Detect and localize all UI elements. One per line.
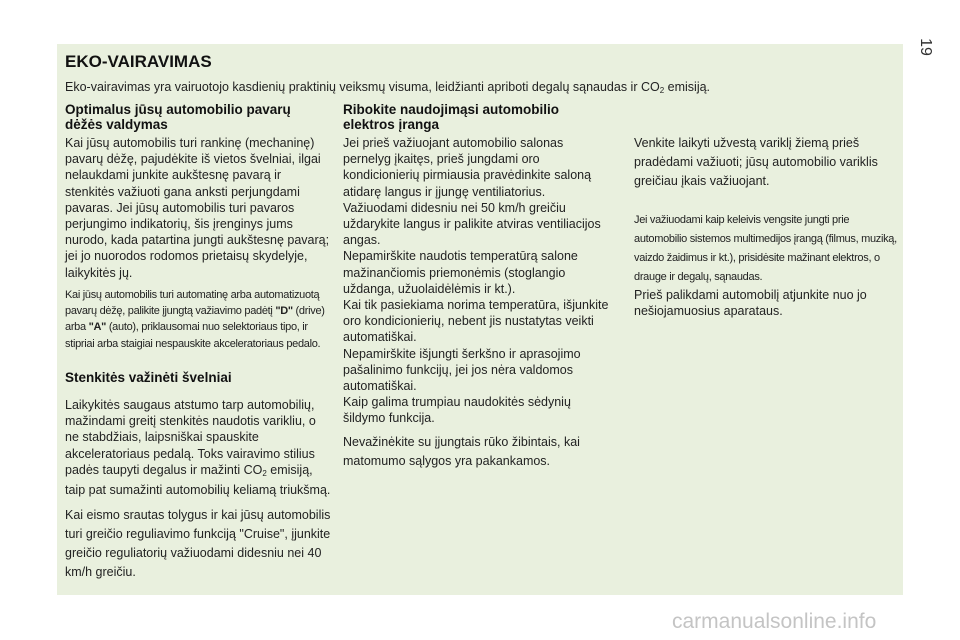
electrical-p1: Jei prieš važiuojant automobilio salonas pernelyg įkaitęs, prieš jungdami oro kondicionierių pirmiausia pravėdinkite saloną atidarę langus ir įjungę ventiliatorius. — [343, 136, 592, 199]
electrical-p5: Nepamirškite išjungti šerkšno ir aprasojimo pašalinimo funkcijų, jei jos nėra valdomos automatiškai. — [343, 346, 581, 394]
intro-sub: 2 — [659, 86, 665, 95]
intro-before: Eko-vairavimas yra vairuotojo kasdienių praktinių veiksmų visuma, leidžianti apriboti degalų sąnaudas ir CO — [65, 80, 660, 94]
smooth-p1-sub: 2 — [262, 468, 267, 478]
gearbox-body: Kai jūsų automobilis turi rankinę (mechaninę) pavarų dėžę, pajudėkite iš vietos švelniai, ilgai nelaukdami junkite aukštesnę pavarą ir stenkitės važiuoti gana anksti perjungdami pavaras. Jei jūsų automobilis turi pavaros perjungimo indikatorių, šis įrenginys jums nurodo, kada patartina jungti aukštesnę pavarą; jei jo nuorodos rodomos prietaisų skydelyje, laikykitės jų. — [65, 136, 330, 280]
electrical-p2: Važiuodami didesniu nei 50 km/h greičiu uždarykite langus ir palikite atviras ventiliacijos angas. — [343, 200, 601, 248]
intro-after: emisiją. — [664, 80, 711, 94]
smooth-p1-after: emisiją, taip pat sumažinti automobilių keliamą triukšmą. — [65, 462, 331, 498]
section-title: EKO-VAIRAVIMAS — [65, 52, 212, 71]
column-2 — [343, 102, 611, 471]
smooth-p2: Kai eismo srautas tolygus ir kai jūsų automobilis turi greičio reguliavimo funkciją "Cruise", įjunkite greičio reguliatorių važiuodami didesniu nei 40 km/h greičiu. — [65, 508, 331, 580]
smooth-p1 — [65, 397, 331, 498]
auto-mid: (drive) arba — [65, 305, 325, 334]
electrical-p4: Kai tik pasiekiama norima temperatūra, išjunkite oro kondicionierių, nebent jis nustatytas veikti automatiškai. — [343, 298, 609, 345]
electrical-p3: Nepamirškite naudotis temperatūrą salone mažinančiomis priemonėmis (stoglangio uždanga, užuolaidėlėmis ir kt.). — [343, 249, 578, 296]
smooth-heading: Stenkitės važinėti švelniai — [65, 370, 232, 386]
auto-d: "D" — [275, 305, 293, 318]
col3-p1: Venkite laikyti užvestą variklį žiemą prieš pradėdami važiuoti; jūsų automobilio variklis greičiau įkais važiuojant. — [634, 136, 878, 188]
column-1 — [65, 102, 331, 582]
electrical-p7: Nevažinėkite su įjungtais rūko žibintais, kai matomumo sąlygos yra pakankamos. — [343, 434, 580, 468]
auto-before: Kai jūsų automobilis turi automatinę arba automatizuotą pavarų dėžę, palikite įjungtą važiavimo padėtį — [65, 288, 320, 318]
gearbox-auto-note — [65, 287, 331, 352]
watermark: carmanualsonline.info — [672, 610, 877, 633]
electrical-p6: Kaip galima trumpiau naudokitės sėdynių šildymo funkcija. — [343, 395, 571, 426]
page-number: 19 — [916, 38, 934, 56]
auto-after: (auto), priklausomai nuo selektoriaus tipo, ir stipriai arba staigiai nespauskite akceleratoriaus pedalo. — [65, 321, 321, 350]
electrical-heading: Ribokite naudojimąsi automobilio elektros įranga — [343, 102, 560, 132]
gearbox-heading: Optimalus jūsų automobilio pavarų dėžės valdymas — [65, 102, 291, 132]
auto-a: "A" — [88, 321, 107, 334]
col3-p2: Jei važiuodami kaip keleivis vengsite jungti prie automobilio sistemos multimedijos įrangą (filmus, muziką, vaizdo žaidimus ir kt.), prisidėsite mažinant elektros, o drauge ir degalų, sąnaudas. — [634, 214, 897, 283]
intro-text — [65, 80, 895, 95]
eco-driving-panel — [57, 44, 903, 595]
smooth-p1-before: Laikykitės saugaus atstumo tarp automobilių, mažindami greitį stenkitės naudotis varikliu, o ne stabdžiais, laipsniškai spauskite akceleratoriaus pedalą. Toks vairavimo stilius padės taupyti degalus ir mažinti CO — [65, 398, 316, 477]
col3-p3: Prieš palikdami automobilį atjunkite nuo jo nešiojamuosius aparataus. — [634, 288, 867, 319]
column-3 — [634, 134, 899, 319]
